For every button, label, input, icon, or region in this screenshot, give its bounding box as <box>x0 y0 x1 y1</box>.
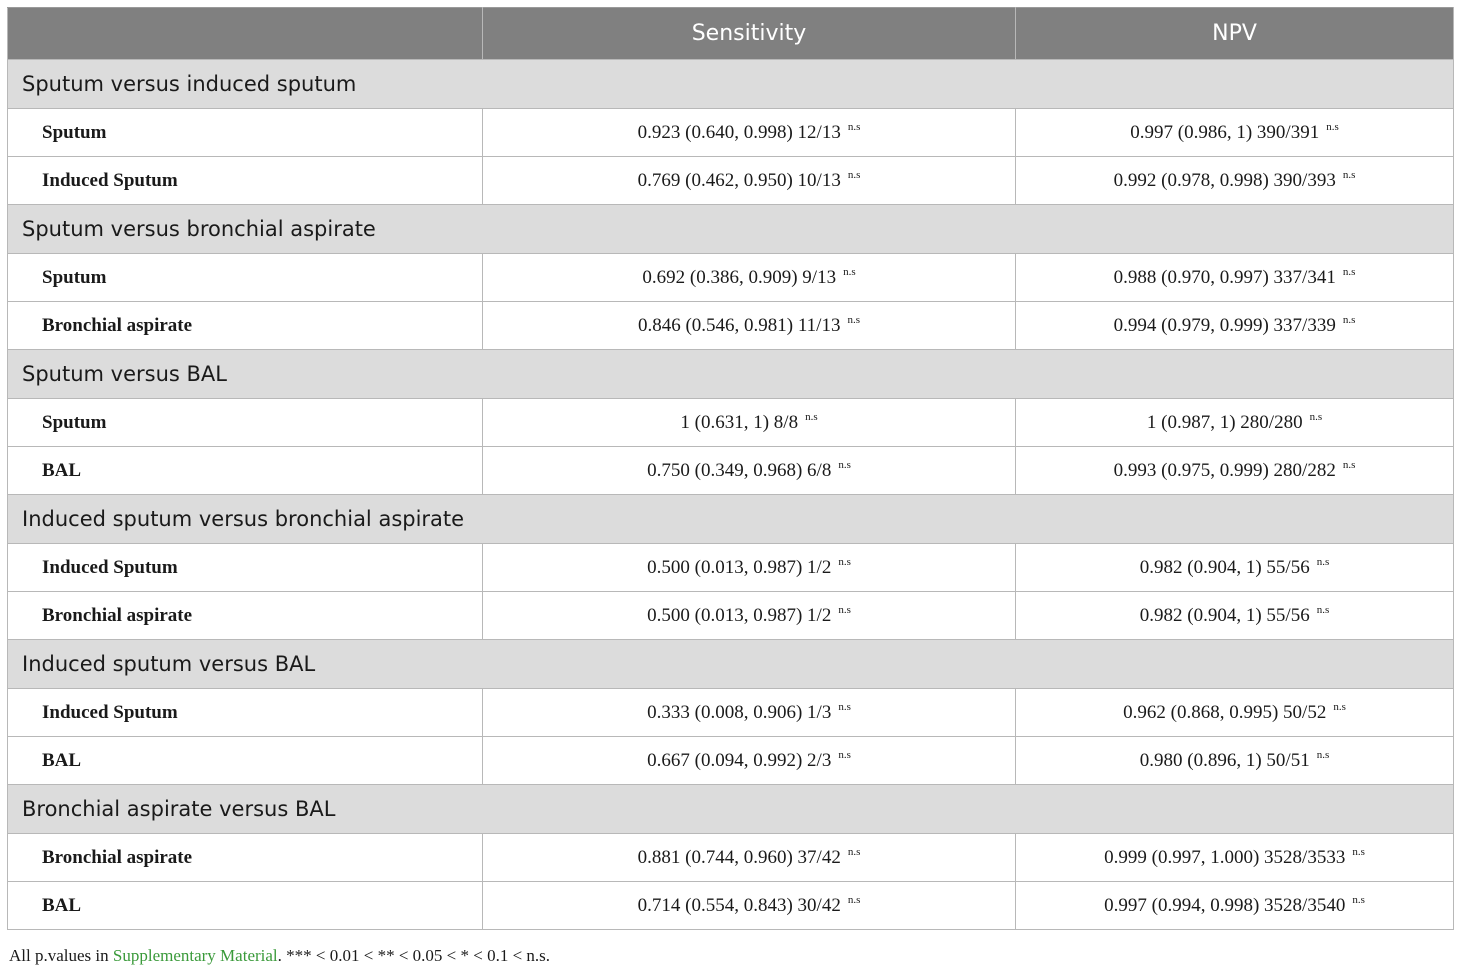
npv-cell <box>1016 834 1454 882</box>
npv-value: 0.982 (0.904, 1) 55/56 <box>1139 605 1310 626</box>
results-table <box>7 7 1454 930</box>
section-header-row <box>8 495 1454 544</box>
npv-value: 0.988 (0.970, 0.997) 337/341 <box>1113 267 1336 288</box>
npv-cell <box>1016 302 1454 350</box>
row-label: BAL <box>8 737 483 785</box>
row-label: Sputum <box>8 254 483 302</box>
npv-cell <box>1016 157 1454 205</box>
sensitivity-cell <box>483 447 1016 495</box>
npv-value: 0.997 (0.986, 1) 390/391 <box>1130 122 1320 143</box>
sensitivity-value: 0.500 (0.013, 0.987) 1/2 <box>647 605 832 626</box>
results-table-container <box>7 7 1453 930</box>
sensitivity-cell <box>483 689 1016 737</box>
sensitivity-significance: n.s <box>805 411 818 423</box>
npv-cell <box>1016 592 1454 640</box>
table-row <box>8 834 1454 882</box>
npv-significance: n.s <box>1342 459 1356 471</box>
table-row <box>8 544 1454 592</box>
npv-significance: n.s <box>1333 701 1346 713</box>
npv-cell <box>1016 254 1454 302</box>
npv-value: 0.962 (0.868, 0.995) 50/52 <box>1123 702 1327 723</box>
sensitivity-significance: n.s <box>838 604 851 616</box>
npv-value: 0.999 (0.997, 1.000) 3528/3533 <box>1104 847 1346 868</box>
npv-value: 0.997 (0.994, 0.998) 3528/3540 <box>1104 895 1346 916</box>
section-header-row <box>8 350 1454 399</box>
table-row <box>8 399 1454 447</box>
table-row <box>8 689 1454 737</box>
footnote-prefix: All p.values in <box>9 946 113 965</box>
npv-cell <box>1016 544 1454 592</box>
npv-cell <box>1016 737 1454 785</box>
section-title: Sputum versus bronchial aspirate <box>8 205 1454 254</box>
header-npv: NPV <box>1016 8 1454 60</box>
table-row <box>8 302 1454 350</box>
row-label: Induced Sputum <box>8 544 483 592</box>
npv-significance: n.s <box>1342 266 1356 278</box>
section-title: Sputum versus BAL <box>8 350 1454 399</box>
sensitivity-cell <box>483 254 1016 302</box>
sensitivity-significance: n.s <box>838 556 851 568</box>
npv-cell <box>1016 399 1454 447</box>
sensitivity-significance: n.s <box>847 169 861 181</box>
sensitivity-value: 0.714 (0.554, 0.843) 30/42 <box>637 895 841 916</box>
sensitivity-cell <box>483 737 1016 785</box>
row-label: Bronchial aspirate <box>8 302 483 350</box>
row-label: Induced Sputum <box>8 157 483 205</box>
sensitivity-cell <box>483 302 1016 350</box>
section-header-row <box>8 205 1454 254</box>
npv-value: 0.993 (0.975, 0.999) 280/282 <box>1113 460 1336 481</box>
sensitivity-cell <box>483 399 1016 447</box>
sensitivity-significance: n.s <box>847 846 861 858</box>
header-label-column <box>8 8 483 60</box>
npv-value: 0.994 (0.979, 0.999) 337/339 <box>1113 315 1336 336</box>
npv-value: 0.982 (0.904, 1) 55/56 <box>1139 557 1310 578</box>
sensitivity-value: 0.750 (0.349, 0.968) 6/8 <box>647 460 832 481</box>
row-label: Sputum <box>8 109 483 157</box>
header-sensitivity: Sensitivity <box>483 8 1016 60</box>
sensitivity-cell <box>483 544 1016 592</box>
sensitivity-value: 0.500 (0.013, 0.987) 1/2 <box>647 557 832 578</box>
section-title: Sputum versus induced sputum <box>8 60 1454 109</box>
row-label: BAL <box>8 447 483 495</box>
table-row <box>8 447 1454 495</box>
sensitivity-value: 0.667 (0.094, 0.992) 2/3 <box>647 750 832 771</box>
sensitivity-value: 0.692 (0.386, 0.909) 9/13 <box>642 267 837 288</box>
sensitivity-significance: n.s <box>847 894 861 906</box>
footnote-suffix: . *** < 0.01 < ** < 0.05 < * < 0.1 < n.s. <box>277 946 551 965</box>
section-title: Induced sputum versus BAL <box>8 640 1454 689</box>
sensitivity-value: 0.881 (0.744, 0.960) 37/42 <box>637 847 841 868</box>
row-label: Sputum <box>8 399 483 447</box>
section-header-row <box>8 60 1454 109</box>
npv-significance: n.s <box>1326 121 1339 133</box>
npv-significance: n.s <box>1316 749 1330 761</box>
sensitivity-value: 0.846 (0.546, 0.981) 11/13 <box>637 315 841 336</box>
supplementary-material-link[interactable]: Supplementary Material <box>112 946 278 965</box>
npv-significance: n.s <box>1342 314 1356 326</box>
npv-cell <box>1016 109 1454 157</box>
npv-cell <box>1016 447 1454 495</box>
npv-significance: n.s <box>1309 411 1323 423</box>
sensitivity-cell <box>483 109 1016 157</box>
sensitivity-value: 1 (0.631, 1) 8/8 <box>680 412 799 433</box>
table-header-row <box>8 8 1454 60</box>
section-header-row <box>8 785 1454 834</box>
sensitivity-significance: n.s <box>847 314 860 326</box>
sensitivity-significance: n.s <box>838 749 851 761</box>
sensitivity-value: 0.333 (0.008, 0.906) 1/3 <box>647 702 832 723</box>
row-label: Bronchial aspirate <box>8 834 483 882</box>
npv-significance: n.s <box>1316 556 1330 568</box>
section-title: Induced sputum versus bronchial aspirate <box>8 495 1454 544</box>
npv-significance: n.s <box>1342 169 1356 181</box>
npv-value: 0.992 (0.978, 0.998) 390/393 <box>1113 170 1336 191</box>
sensitivity-significance: n.s <box>847 121 861 133</box>
table-row <box>8 109 1454 157</box>
table-row <box>8 592 1454 640</box>
table-row <box>8 882 1454 930</box>
sensitivity-cell <box>483 834 1016 882</box>
row-label: BAL <box>8 882 483 930</box>
table-body <box>8 60 1454 930</box>
npv-value: 1 (0.987, 1) 280/280 <box>1146 412 1303 433</box>
sensitivity-cell <box>483 592 1016 640</box>
sensitivity-significance: n.s <box>838 701 851 713</box>
npv-significance: n.s <box>1352 846 1365 858</box>
row-label: Bronchial aspirate <box>8 592 483 640</box>
sensitivity-significance: n.s <box>838 459 851 471</box>
sensitivity-cell <box>483 157 1016 205</box>
npv-cell <box>1016 689 1454 737</box>
sensitivity-value: 0.769 (0.462, 0.950) 10/13 <box>637 170 841 191</box>
npv-value: 0.980 (0.896, 1) 50/51 <box>1139 750 1310 771</box>
npv-significance: n.s <box>1316 604 1330 616</box>
table-row <box>8 737 1454 785</box>
row-label: Induced Sputum <box>8 689 483 737</box>
table-row <box>8 157 1454 205</box>
table-row <box>8 254 1454 302</box>
sensitivity-cell <box>483 882 1016 930</box>
npv-cell <box>1016 882 1454 930</box>
table-footnote <box>9 946 550 966</box>
npv-significance: n.s <box>1352 894 1365 906</box>
sensitivity-significance: n.s <box>843 266 856 278</box>
section-title: Bronchial aspirate versus BAL <box>8 785 1454 834</box>
sensitivity-value: 0.923 (0.640, 0.998) 12/13 <box>637 122 841 143</box>
section-header-row <box>8 640 1454 689</box>
